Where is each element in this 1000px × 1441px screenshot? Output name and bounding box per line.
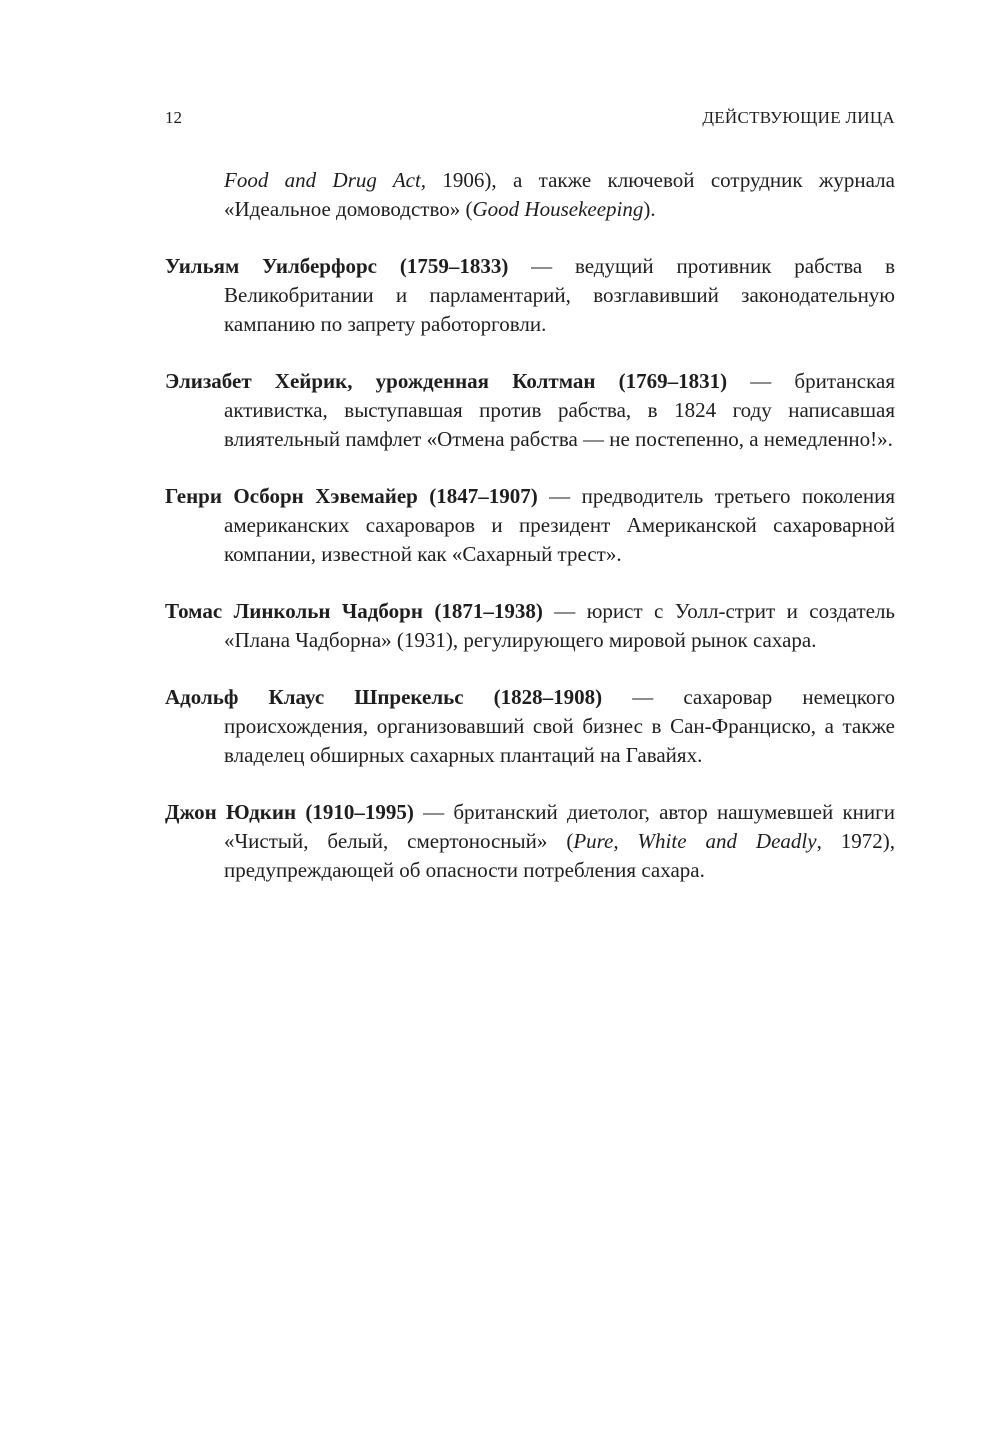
entry-text: — британская активистка, выступавшая против рабства, в 1824 году написавшая влиятельный памфлет «Отмена рабства — не постепенно, а немедленно!». xyxy=(224,369,895,451)
entry-heyrick xyxy=(165,367,895,454)
entry-name: Джон Юдкин (1910–1995) xyxy=(165,800,414,824)
entry-continuation xyxy=(165,166,895,224)
page-number: 12 xyxy=(165,108,182,127)
entry-text: — предводитель третьего поколения американских сахароваров и президент Американской сахароварной компании, известной как «Сахарный трест». xyxy=(224,484,895,566)
entry-text: 1906), а также ключевой сотрудник журнала «Идеальное домоводство» ( xyxy=(224,168,895,221)
character-list xyxy=(165,166,895,913)
entry-italic-title: Good Housekeeping xyxy=(472,197,644,221)
entry-havemeyer xyxy=(165,482,895,569)
entry-text: — британский диетолог, автор нашумевшей книги «Чистый, белый, смертоносный» ( xyxy=(224,800,895,853)
entry-name: Генри Осборн Хэвемайер (1847–1907) xyxy=(165,484,538,508)
entry-text: — сахаровар немецкого происхождения, организовавший свой бизнес в Сан-Франциско, а также владелец обширных сахарных плантаций на Гавайях. xyxy=(224,685,895,767)
entry-name: Томас Линкольн Чадборн (1871–1938) xyxy=(165,599,543,623)
entry-italic-title: Food and Drug Act, xyxy=(224,168,427,192)
entry-italic-title: Pure, White and Deadly xyxy=(573,829,817,853)
section-title: ДЕЙСТВУЮЩИЕ ЛИЦА xyxy=(702,108,895,127)
entry-text: , 1972), предупреждающей об опасности потребления сахара. xyxy=(224,829,895,882)
entry-name: Адольф Клаус Шпрекельс (1828–1908) xyxy=(165,685,603,709)
entry-chadbourne xyxy=(165,597,895,655)
entry-text: — юрист с Уолл-стрит и создатель «Плана Чадборна» (1931), регулирующего мировой рынок сахара. xyxy=(224,599,895,652)
entry-text: — ведущий противник рабства в Великобритании и парламентарий, возглавивший законодательную кампанию по запрету работорговли. xyxy=(224,254,895,336)
entry-name: Элизабет Хейрик, урожденная Колтман (1769–1831) xyxy=(165,369,728,393)
entry-wilberforce xyxy=(165,252,895,339)
entry-text: ). xyxy=(643,197,656,221)
running-head xyxy=(165,108,895,132)
entry-name: Уильям Уилберфорс (1759–1833) xyxy=(165,254,509,278)
entry-yudkin xyxy=(165,798,895,885)
entry-spreckels xyxy=(165,683,895,770)
